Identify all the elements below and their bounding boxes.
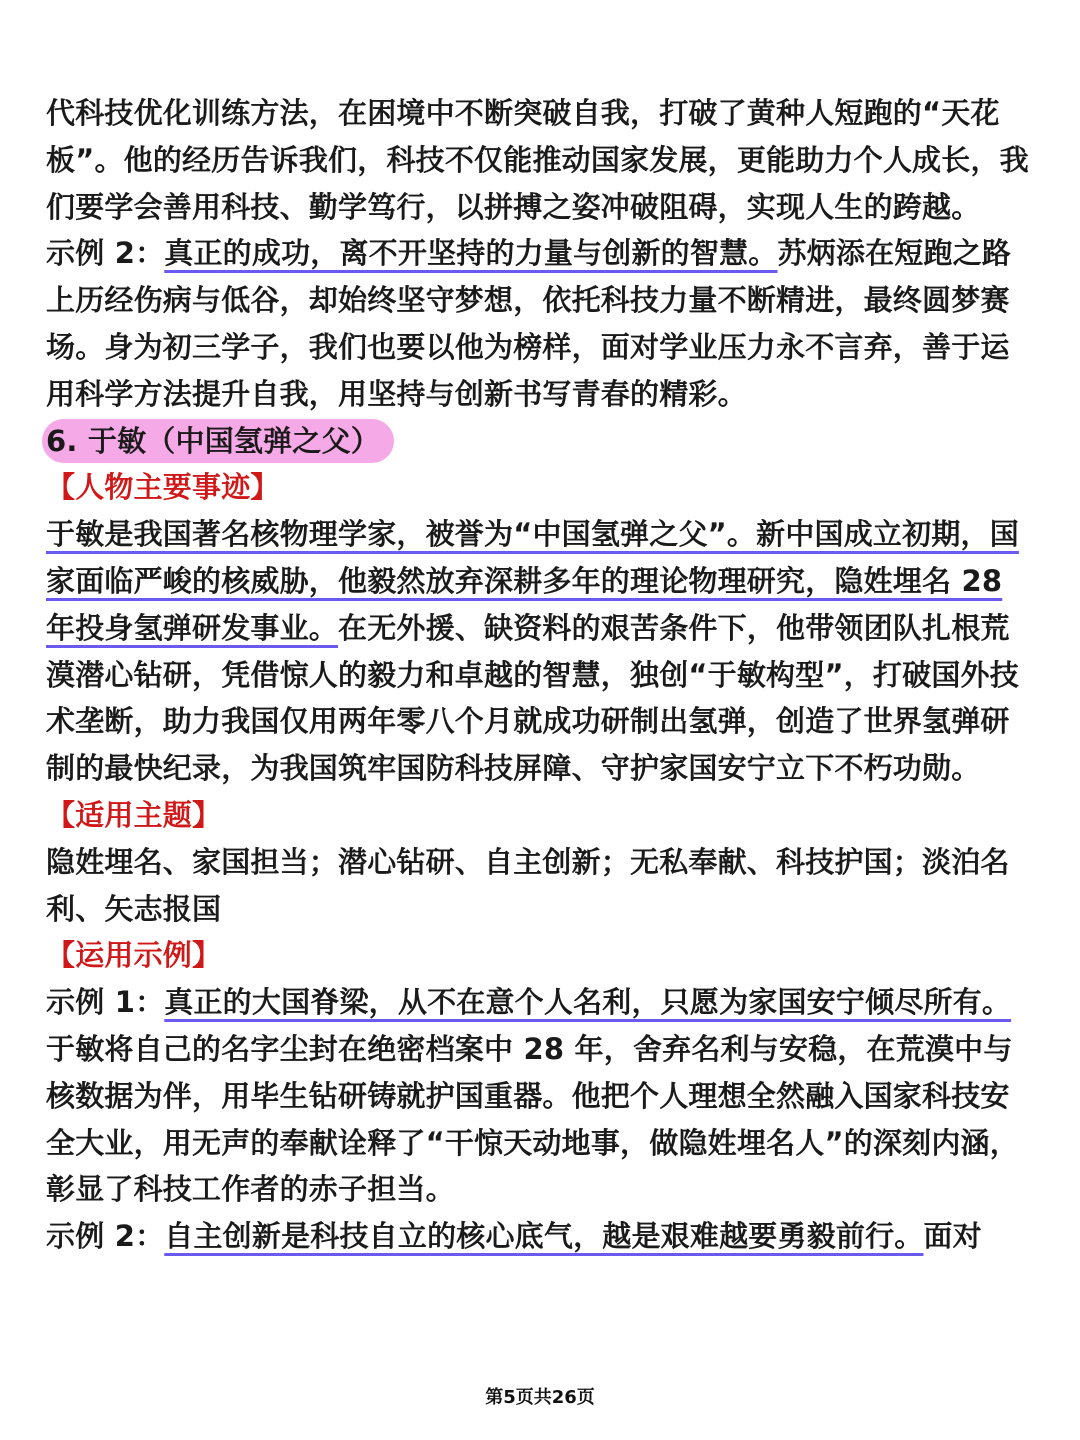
underlined-sentence: 真正的成功，离不开坚持的力量与创新的智慧。 bbox=[164, 236, 778, 271]
section-title-highlight: 6. 于敏（中国氢弹之父） bbox=[42, 419, 394, 463]
paragraph-text: 于敏将自己的名字尘封在绝密档案中 28 年，舍弃名利与安稳，在荒漠中与核数据为伴，用毕生钻研铸就护国重器。他把个人理想全然融入国家科技安全大业，用无声的奉献诠释了“干惊天动地事，做隐姓埋名人”的深刻内涵，彰显了科技工作者的赤子担当。 bbox=[46, 1031, 1019, 1207]
paragraph-text: 面对 bbox=[923, 1219, 982, 1254]
paragraph-themes: 隐姓埋名、家国担当；潜心钻研、自主创新；无私奉献、科技护国；淡泊名利、矢志报国 bbox=[46, 844, 1010, 926]
paragraph-intro-text: 代科技优化训练方法，在困境中不断突破自我，打破了黄种人短跑的“天花板”。他的经历告诉我们，科技不仅能推动国家发展，更能助力个人成长，我们要学会善用科技、勤学笃行，以拼搏之姿冲破阻碍，实现人生的跨越。 bbox=[46, 96, 1029, 224]
underlined-sentence: 真正的大国脊梁，从不在意个人名利，只愿为家国安宁倾尽所有。 bbox=[164, 985, 1012, 1020]
heading-applicable-themes: 【适用主题】 bbox=[46, 797, 222, 832]
example-label: 示例 2： bbox=[46, 236, 165, 271]
underlined-sentence: 于敏是我国著名核物理学家，被誉为“中国氢弹之父”。新中国成立初期，国家面临严峻的核威胁，他毅然放弃深耕多年的理论物理研究，隐姓埋名 28 年投身氢弹研发事业。 bbox=[46, 517, 1019, 645]
example-label: 示例 1： bbox=[46, 985, 165, 1020]
section-title-row bbox=[46, 418, 1036, 465]
underlined-sentence: 自主创新是科技自立的核心底气，越是艰难越要勇毅前行。 bbox=[164, 1219, 924, 1254]
document-page bbox=[46, 90, 1036, 1260]
paragraph-deeds bbox=[46, 511, 1036, 792]
paragraph-example-2-yu bbox=[46, 1213, 1036, 1260]
paragraph-text: 苏炳添在短跑之路上历经伤病与低谷，却始终坚守梦想，依托科技力量不断精进，最终圆梦赛场。身为初三学子，我们也要以他为榜样，面对学业压力永不言弃，善于运用科学方法提升自我，用坚持与创新书写青春的精彩。 bbox=[46, 236, 1012, 411]
paragraph-text: 在无外援、缺资料的艰苦条件下，他带领团队扎根荒漠潜心钻研，凭借惊人的毅力和卓越的智慧，独创“于敏构型”，打破国外技术垄断，助力我国仅用两年零八个月就成功研制出氢弹，创造了世界氢弹研制的最快纪录，为我国筑牢国防科技屏障、守护家国安宁立下不朽功勋。 bbox=[46, 610, 1019, 786]
paragraph-example-1-yu bbox=[46, 979, 1036, 1213]
paragraph-intro bbox=[46, 90, 1036, 230]
heading-usage-examples: 【运用示例】 bbox=[46, 938, 222, 973]
page-indicator: 第5页共26页 bbox=[485, 1387, 595, 1408]
paragraph-example-2-su bbox=[46, 230, 1036, 417]
example-label: 示例 2： bbox=[46, 1219, 165, 1254]
heading-main-deeds: 【人物主要事迹】 bbox=[46, 470, 280, 505]
